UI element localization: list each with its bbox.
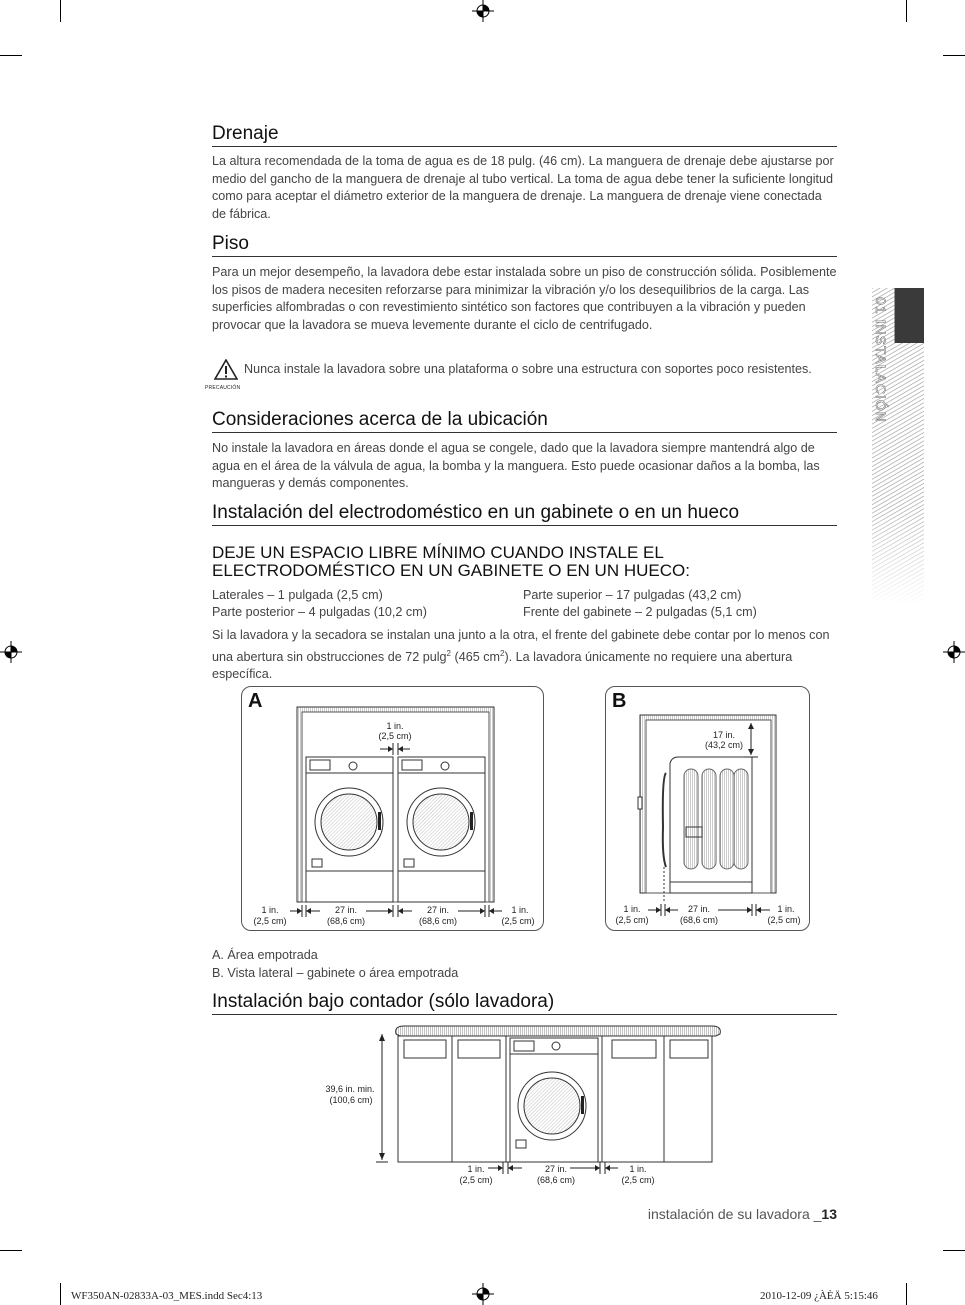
clearance-top: Parte superior – 17 pulgadas (43,2 cm): [523, 588, 742, 602]
caution-text: Nunca instale la lavadora sobre una plataforma o sobre una estructura con soportes poco resistentes.: [244, 362, 812, 376]
warning-triangle-icon: [214, 359, 238, 380]
clearance-heading-line1: DEJE UN ESPACIO LIBRE MÍNIMO CUANDO INSTALE EL: [212, 543, 664, 562]
measure-2-cm: (68,6 cm): [326, 916, 365, 926]
section-body: La altura recomendada de la toma de agua es de 18 pulg. (46 cm). La manguera de drenaje debe ajustarse por medio del gancho de la manguera de drenaje al tubo vertical. La toma de agua debe tener la suficiente longitud como para aceptar el diámetro exterior de la manguera de drenaje. La manguera de drenaje viene conectada de fábrica.: [212, 154, 834, 221]
crop-mark: [60, 0, 61, 22]
crop-mark: [943, 1250, 965, 1251]
print-slug-right: 2010-12-09 ¿ÀÈÄ 5:15:46: [760, 1290, 878, 1302]
measure-3-cm: (2,5 cm): [621, 1175, 655, 1185]
measure-height-in: 39,6 in. min.: [325, 1084, 375, 1094]
measure-2-in: 27 in.: [334, 905, 358, 915]
section-heading: Piso: [212, 234, 837, 257]
measure-top-in: 1 in.: [386, 721, 404, 731]
clearance-rear: Parte posterior – 4 pulgadas (10,2 cm): [212, 605, 427, 619]
figure-label: A: [248, 690, 263, 712]
figure-caption-a: A. Área empotrada: [212, 948, 318, 962]
measure-top-in: 17 in.: [712, 730, 736, 740]
measure-3-in: 1 in.: [777, 904, 795, 914]
registration-mark-icon: [943, 641, 965, 663]
measure-4-cm: (2,5 cm): [501, 916, 535, 926]
recess-side-view-drawing: [606, 687, 809, 930]
measure-3-in: 27 in.: [426, 905, 450, 915]
measure-1-cm: (2,5 cm): [253, 916, 287, 926]
measure-2-cm: (68,6 cm): [536, 1175, 575, 1185]
figure-label: B: [612, 690, 627, 712]
measure-2-in: 27 in.: [544, 1164, 568, 1174]
measure-top-cm: (43,2 cm): [704, 740, 743, 750]
crop-mark: [943, 55, 965, 56]
page-number: 13: [821, 1206, 837, 1222]
registration-mark-icon: [472, 0, 494, 22]
measure-1-cm: (2,5 cm): [459, 1175, 493, 1185]
measure-1-in: 1 in.: [467, 1164, 485, 1174]
measure-1-in: 1 in.: [623, 904, 641, 914]
page-footer-text: instalación de su lavadora _: [647, 1206, 822, 1222]
opening-text: Si la lavadora y la secadora se instalan una junto a la otra, el frente del gabinete debe contar por lo menos con una abertura sin obstrucciones de 72 pulg$^2$ (465 $cm^2$). La lavadora únicamente no requiere una abertura específica.: [212, 628, 830, 682]
clearance-sides: Laterales – 1 pulgada (2,5 cm): [212, 588, 383, 602]
figure-caption-b: B. Vista lateral – gabinete o área empotrada: [212, 966, 459, 980]
crop-mark: [0, 1250, 22, 1251]
section-heading: Instalación del electrodoméstico en un gabinete o en un hueco: [212, 503, 837, 526]
section-heading: Drenaje: [212, 124, 837, 147]
measure-top-cm: (2,5 cm): [378, 731, 412, 741]
section-heading: Consideraciones acerca de la ubicación: [212, 410, 837, 433]
crop-mark: [60, 1283, 61, 1305]
section-body: Para un mejor desempeño, la lavadora debe estar instalada sobre un piso de construcción sólida. Posiblemente los pisos de madera necesiten reforzarse para minimizar la vibración y/o los desequilibrios de la carga. Las superficies alfombradas o con revestimiento sintético son factores que contribuyen a la vibración y pueden provocar que la lavadora se mueva levemente durante el ciclo de centrifugado.: [212, 265, 837, 332]
print-slug-left: WF350AN-02833A-03_MES.indd Sec4:13: [71, 1290, 263, 1302]
section-heading: Instalación bajo contador (sólo lavadora): [212, 992, 837, 1015]
measure-4-in: 1 in.: [511, 905, 529, 915]
side-tab-label: 01 INSTALACIÓN: [873, 297, 889, 423]
section-body: No instale la lavadora en áreas donde el agua se congele, dado que la lavadora siempre mantendrá algo de agua en el área de la válvula de agua, la bomba y la manguera. Esto puede ocasionar daños a la bomba, las mangueras y demás componentes.: [212, 441, 820, 491]
measure-1-in: 1 in.: [261, 905, 279, 915]
measure-height-cm: (100,6 cm): [329, 1095, 373, 1105]
crop-mark: [0, 55, 22, 56]
measure-2-in: 27 in.: [687, 904, 711, 914]
crop-mark: [906, 1283, 907, 1305]
figure-a: [241, 686, 544, 931]
measure-3-in: 1 in.: [629, 1164, 647, 1174]
clearance-heading-line2: ELECTRODOMÉSTICO EN UN GABINETE O EN UN HUECO:: [212, 561, 690, 580]
caution-label: PRECAUCIÓN: [205, 385, 241, 391]
figure-b: [605, 686, 810, 931]
measure-3-cm: (68,6 cm): [418, 916, 457, 926]
registration-mark-icon: [0, 641, 22, 663]
measure-2-cm: (68,6 cm): [679, 915, 718, 925]
measure-1-cm: (2,5 cm): [615, 915, 649, 925]
crop-mark: [906, 0, 907, 22]
clearance-front: Frente del gabinete – 2 pulgadas (5,1 cm): [523, 605, 757, 619]
registration-mark-icon: [472, 1283, 494, 1305]
measure-3-cm: (2,5 cm): [767, 915, 801, 925]
page-footer: [560, 1206, 837, 1222]
